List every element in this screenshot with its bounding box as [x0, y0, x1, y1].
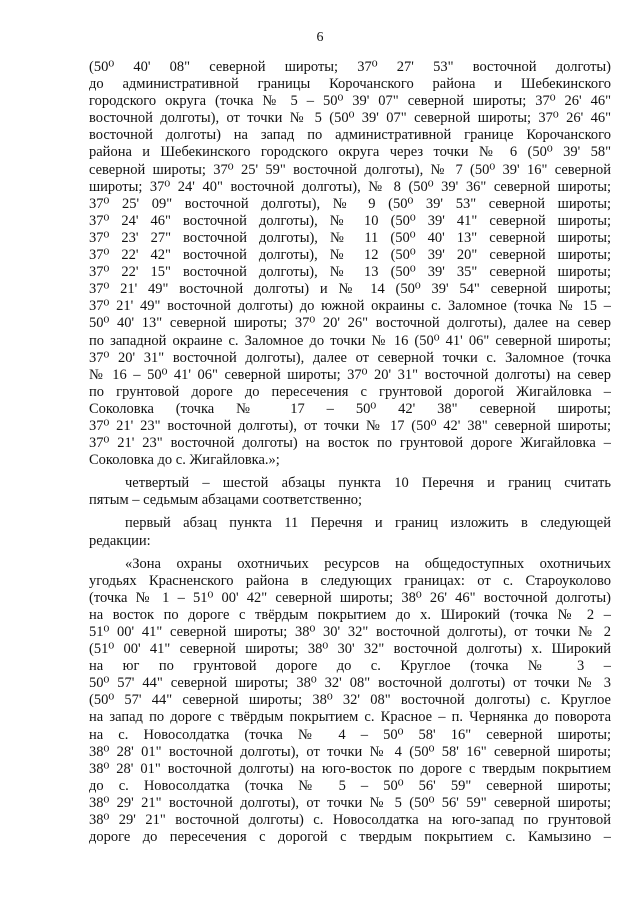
text-line: 37⁰ 23' 27" восточной долготы), № 11 (50⁰ 40' 13" северной широты; — [89, 229, 611, 246]
text-line: (точка № 1 – 51⁰ 00' 42" северной широты; 38⁰ 26' 46" восточной долготы) — [89, 589, 611, 606]
text-line: 37⁰ 21' 23" восточной долготы), от точки № 17 (50⁰ 42' 38" северной широты; — [89, 417, 611, 434]
text-line: дороге до пересечения с дорогой с твердым покрытием с. Камызино – — [89, 829, 611, 846]
text-line: района и Шебекинского городского округа через точки № 6 (50⁰ 39' 58" — [89, 144, 611, 161]
text-line: на восток по дороге с твёрдым покрытием до х. Широкий (точка № 2 – — [89, 606, 611, 623]
text-line: по грунтовой дороге до пересечения с грунтовой дорогой Жигайловка – — [89, 383, 611, 400]
text-line: 50⁰ 40' 13" северной широты; 37⁰ 20' 26" восточной долготы), далее на север — [89, 315, 611, 332]
text-line: Соколовка (точка № 17 – 50⁰ 42' 38" северной широты; — [89, 400, 611, 417]
text-line: на юг по грунтовой дороге до с. Круглое (точка № 3 – — [89, 658, 611, 675]
text-line: 37⁰ 22' 42" восточной долготы), № 12 (50⁰ 39' 20" северной широты; — [89, 247, 611, 264]
text-line: первый абзац пункта 11 Перечня и границ изложить в следующей — [125, 515, 611, 532]
text-line: 37⁰ 22' 15" восточной долготы), № 13 (50⁰ 39' 35" северной широты; — [89, 264, 611, 281]
text-line: 50⁰ 57' 44" северной широты; 38⁰ 32' 08" восточной долготы) от точки № 3 — [89, 675, 611, 692]
text-line: широты; 37⁰ 24' 40" восточной долготы), № 8 (50⁰ 39' 36" северной широты; — [89, 178, 611, 195]
text-line: четвертый – шестой абзацы пункта 10 Перечня и границ считать — [125, 475, 611, 492]
text-line: по западной окраине с. Заломное до точки № 16 (50⁰ 41' 06" северной широты; — [89, 332, 611, 349]
text-line: до административной границы Корочанского района и Шебекинского — [89, 76, 611, 93]
text-line: восточной долготы) на запад по административной границе Корочанского — [89, 127, 611, 144]
text-line: 38⁰ 28' 01" восточной долготы), от точки № 4 (50⁰ 58' 16" северной широты; — [89, 743, 611, 760]
text-line: до с. Новосолдатка (точка № 5 – 50⁰ 56' 59" северной широты; — [89, 777, 611, 794]
text-line: пятым – седьмым абзацами соответственно; — [89, 492, 363, 509]
document-body — [89, 59, 611, 846]
text-line: 37⁰ 20' 31" восточной долготы), далее от северной точки с. Заломное (точка — [89, 349, 611, 366]
text-line: (50⁰ 57' 44" северной широты; 38⁰ 32' 08" восточной долготы) с. Круглое — [89, 692, 611, 709]
text-line: городского округа (точка № 5 – 50⁰ 39' 07" северной широты; 37⁰ 26' 46" — [89, 93, 611, 110]
text-line: на запад по дороге с твёрдым покрытием с. Красное – п. Чернянка до поворота — [89, 709, 611, 726]
page-number: 6 — [316, 30, 324, 45]
text-line: 37⁰ 25' 09" восточной долготы), № 9 (50⁰ 39' 53" северной широты; — [89, 195, 611, 212]
text-line: 37⁰ 24' 46" восточной долготы), № 10 (50⁰ 39' 41" северной широты; — [89, 212, 611, 229]
text-line: угодьях Красненского района в следующих границах: от с. Староуколово — [89, 572, 611, 589]
text-line: на с. Новосолдатка (точка № 4 – 50⁰ 58' 16" северной широты; — [89, 726, 611, 743]
paragraph — [89, 59, 611, 475]
text-line: (51⁰ 00' 41" северной широты; 38⁰ 30' 32" восточной долготы) х. Широкий — [89, 641, 611, 658]
text-line: 37⁰ 21' 49" восточной долготы) и № 14 (50⁰ 39' 54" северной широты; — [89, 281, 611, 298]
paragraph — [89, 515, 611, 555]
paragraph — [89, 556, 611, 847]
text-line: северной широты; 37⁰ 25' 59" восточной долготы), № 7 (50⁰ 39' 16" северной — [89, 161, 611, 178]
text-line: (50⁰ 40' 08" северной широты; 37⁰ 27' 53" восточной долготы) — [89, 59, 611, 75]
text-line: 38⁰ 29' 21" восточной долготы), от точки № 5 (50⁰ 56' 59" северной широты; — [89, 794, 611, 811]
text-line: «Зона охраны охотничьих ресурсов на общедоступных охотничьих — [125, 555, 611, 572]
text-line: 51⁰ 00' 41" северной широты; 38⁰ 30' 32" восточной долготы), от точки № 2 — [89, 624, 611, 640]
text-line: Соколовка до с. Жигайловка.»; — [89, 452, 280, 469]
text-line: восточной долготы), от точки № 5 (50⁰ 39' 07" северной широты; 37⁰ 26' 46" — [89, 110, 611, 127]
paragraph — [89, 475, 611, 515]
text-line: № 16 – 50⁰ 41' 06" северной широты; 37⁰ 20' 31" восточной долготы) на север — [89, 366, 611, 383]
text-line: редакции: — [89, 532, 151, 549]
text-line: 37⁰ 21' 23" восточной долготы) на восток по грунтовой дороге Жигайловка – — [89, 435, 611, 452]
text-line: 38⁰ 29' 21" восточной долготы) с. Новосолдатка на юго-запад по грунтовой — [89, 812, 611, 829]
text-line: 38⁰ 28' 01" восточной долготы) на юго-восток по дороге с твердым покрытием — [89, 760, 611, 777]
text-line: 37⁰ 21' 49" восточной долготы) до южной окраины с. Заломное (точка № 15 – — [89, 298, 611, 315]
